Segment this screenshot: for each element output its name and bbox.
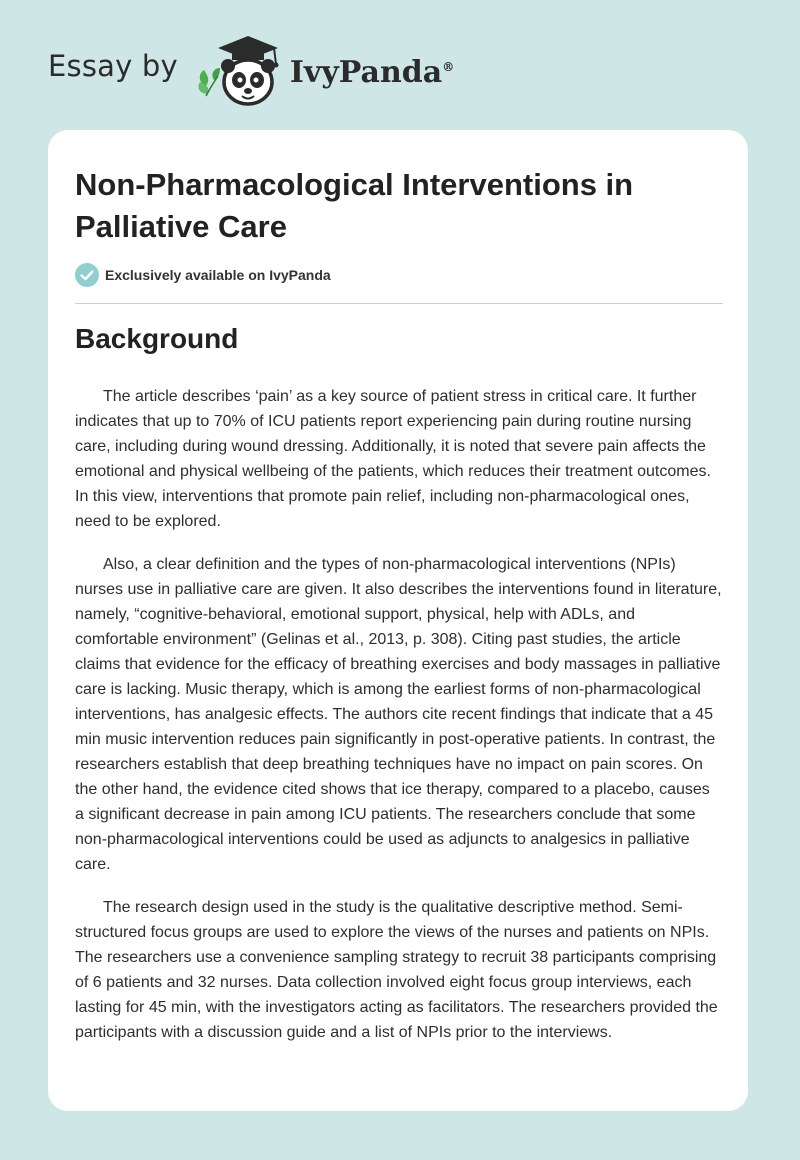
panda-graduate-icon[interactable] [192,30,284,110]
paragraph: Also, a clear definition and the types of non-pharmacological interventions (NPIs) nurses use in palliative care are given. It also describes the interventions found in literature, namely, “cognitive-behavioral, emotional support, physical, help with ADLs, and comfortable environment” (Gelinas et al., 2013, p. 308). Citing past studies, the article claims that evidence for the efficacy of breathing exercises and body massages in palliative care is lacking. Music therapy, which is among the earliest forms of non-pharmacological interventions, has analgesic effects. The authors cite recent findings that indicate that a 45 min music intervention reduces pain significantly in post-operative patients. In contrast, the researchers establish that deep breathing techniques have no impact on pain scores. On the other hand, the evidence cited shows that ice therapy, compared to a placebo, causes a significant decrease in pain among ICU patients. The researchers conclude that some non-pharmacological interventions could be used as adjuncts to analgesics in palliative care. [75,556,722,873]
exclusive-badge [75,263,331,287]
article-card [48,130,748,1111]
site-header [48,30,454,110]
leaf-icon [198,68,220,96]
section-heading: Background [75,323,239,354]
registered-mark: ® [442,59,455,74]
article-body [75,384,723,1063]
exclusive-badge-label: Exclusively available on IvyPanda [105,267,331,283]
check-circle-icon [75,263,99,287]
page-title: Non-Pharmacological Interventions in Palliative Care [75,167,634,244]
brand-text[interactable]: IvyPanda [289,54,443,90]
paragraph: The article describes ‘pain’ as a key source of patient stress in critical care. It further indicates that up to 70% of ICU patients report experiencing pain during routine nursing care, including during wound dressing. Additionally, it is noted that severe pain affects the emotional and physical wellbeing of the patients, which reduces their treatment outcomes. In this view, interventions that promote pain relief, including non-pharmacological ones, need to be explored. [75,388,711,530]
essay-by-label: Essay by [48,49,178,83]
brand-name[interactable] [290,55,454,90]
paragraph: The research design used in the study is the qualitative descriptive method. Semi-structured focus groups are used to explore the views of the nurses and patients on NPIs. The researchers use a convenience sampling strategy to recruit 38 participants comprising of 6 patients and 32 nurses. Data collection involved eight focus group interviews, each lasting for 45 min, with the investigators acting as facilitators. The researchers provided the participants with a discussion guide and a list of NPIs prior to the interviews. [75,899,718,1041]
divider [75,303,723,304]
